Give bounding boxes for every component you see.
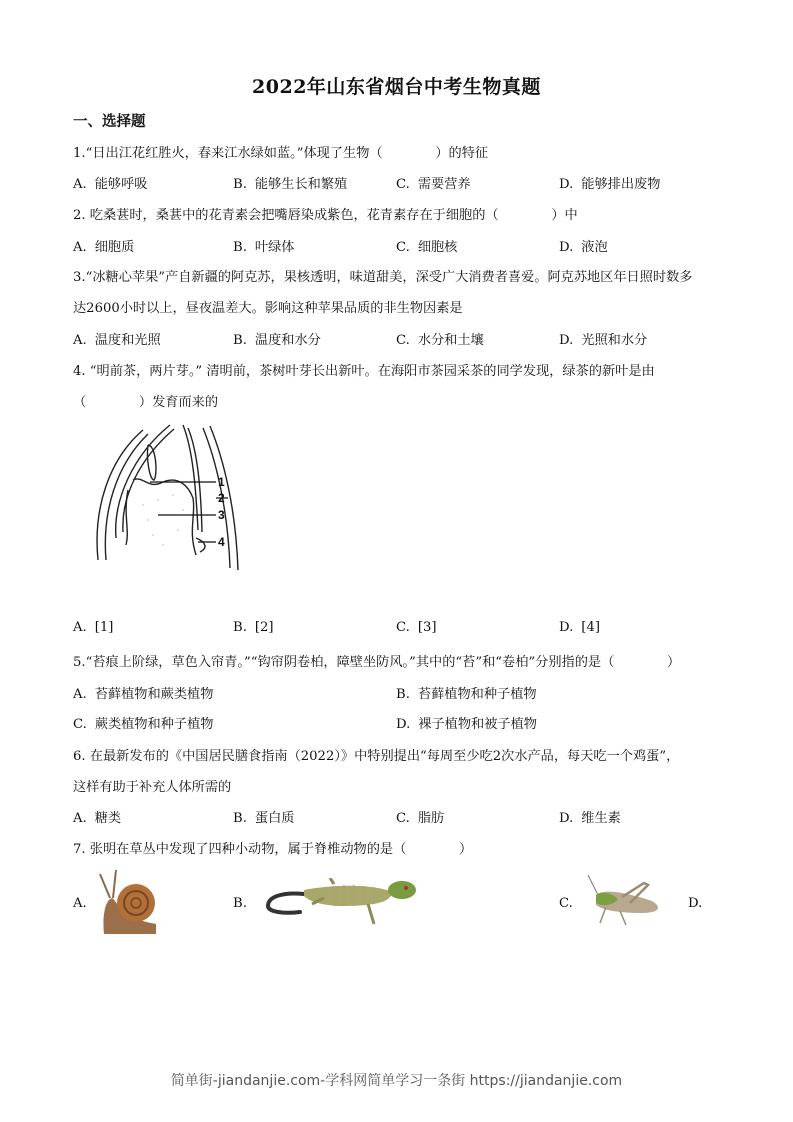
q5-option-d: D. 裸子植物和被子植物 (396, 717, 537, 732)
q3-option-b: B. 温度和水分 (233, 333, 321, 348)
diagram-label-2: 2 (218, 491, 225, 505)
q1-option-a: A. 能够呼吸 (73, 177, 148, 192)
question-6-stem-line-2: 这样有助于补充人体所需的 (73, 780, 232, 795)
footer-watermark: 简单街-jiandanjie.com-学科网简单学习一条街 https://jiandanjie.com (170, 1073, 623, 1089)
q6-option-d: D. 维生素 (559, 811, 621, 826)
question-3-stem-line-1: 3.“冰糖心苹果”产自新疆的阿克苏，果核透明，味道甜美，深受广大消费者喜爱。阿克苏地区年日照时数多 (73, 270, 693, 285)
q1-option-c: C. 需要营养 (396, 177, 471, 192)
q5-option-a: A. 苔藓植物和蕨类植物 (73, 687, 214, 702)
question-4-stem-line-2: （ ）发育而来的 (73, 395, 219, 410)
leaf-bud-diagram (88, 420, 268, 578)
q2-option-d: D. 液泡 (559, 240, 608, 255)
diagram-label-4: 4 (218, 535, 225, 549)
q4-option-d: D. [4] (559, 620, 600, 635)
diagram-label-3: 3 (218, 508, 225, 522)
lizard-image (264, 878, 420, 934)
q3-option-a: A. 温度和光照 (73, 333, 161, 348)
q1-option-b: B. 能够生长和繁殖 (233, 177, 348, 192)
q7-option-d-label: D. (688, 896, 703, 911)
q3-option-c: C. 水分和土壤 (396, 333, 484, 348)
q7-option-a-label: A. (73, 896, 87, 911)
q4-option-a: A. [1] (73, 620, 114, 635)
q6-option-b: B. 蛋白质 (233, 811, 295, 826)
q2-option-c: C. 细胞核 (396, 240, 458, 255)
q7-option-b-label: B. (233, 896, 247, 911)
q4-option-c: C. [3] (396, 620, 437, 635)
q5-option-b: B. 苔藓植物和种子植物 (396, 687, 537, 702)
question-7-stem: 7. 张明在草丛中发现了四种小动物，属于脊椎动物的是（ ） (73, 842, 473, 857)
grasshopper-image (582, 873, 668, 929)
q6-option-a: A. 糖类 (73, 811, 122, 826)
question-3-stem-line-2: 达2600小时以上，昼夜温差大。影响这种苹果品质的非生物因素是 (73, 301, 463, 316)
question-2-stem: 2. 吃桑葚时，桑葚中的花青素会把嘴唇染成紫色，花青素存在于细胞的（ ）中 (73, 208, 578, 223)
q2-option-a: A. 细胞质 (73, 240, 135, 255)
q4-option-b: B. [2] (233, 620, 274, 635)
question-6-stem-line-1: 6. 在最新发布的《中国居民膳食指南（2022）》中特别提出“每周至少吃2次水产品，每天吃一个鸡蛋”， (73, 749, 680, 764)
question-1-stem: 1.“日出江花红胜火，春来江水绿如蓝。”体现了生物（ ）的特征 (73, 146, 489, 161)
snail-image (96, 868, 158, 938)
q6-option-c: C. 脂肪 (396, 811, 445, 826)
question-4-stem-line-1: 4. “明前茶，两片芽。” 清明前，茶树叶芽长出新叶。在海阳市茶园采茶的同学发现，绿茶的新叶是由 (73, 364, 655, 379)
page-title: 2022年山东省烟台中考生物真题 (252, 76, 541, 98)
section-heading: 一、选择题 (73, 113, 146, 130)
question-5-stem: 5.“苔痕上阶绿，草色入帘青。”“钩帘阴卷柏，障壁坐防风。”其中的“苔”和“卷柏”分别指的是（ ） (73, 655, 681, 670)
q3-option-d: D. 光照和水分 (559, 333, 648, 348)
diagram-label-1: 1 (218, 475, 225, 489)
q5-option-c: C. 蕨类植物和种子植物 (73, 717, 214, 732)
q2-option-b: B. 叶绿体 (233, 240, 295, 255)
q7-option-c-label: C. (559, 896, 573, 911)
q1-option-d: D. 能够排出废物 (559, 177, 661, 192)
